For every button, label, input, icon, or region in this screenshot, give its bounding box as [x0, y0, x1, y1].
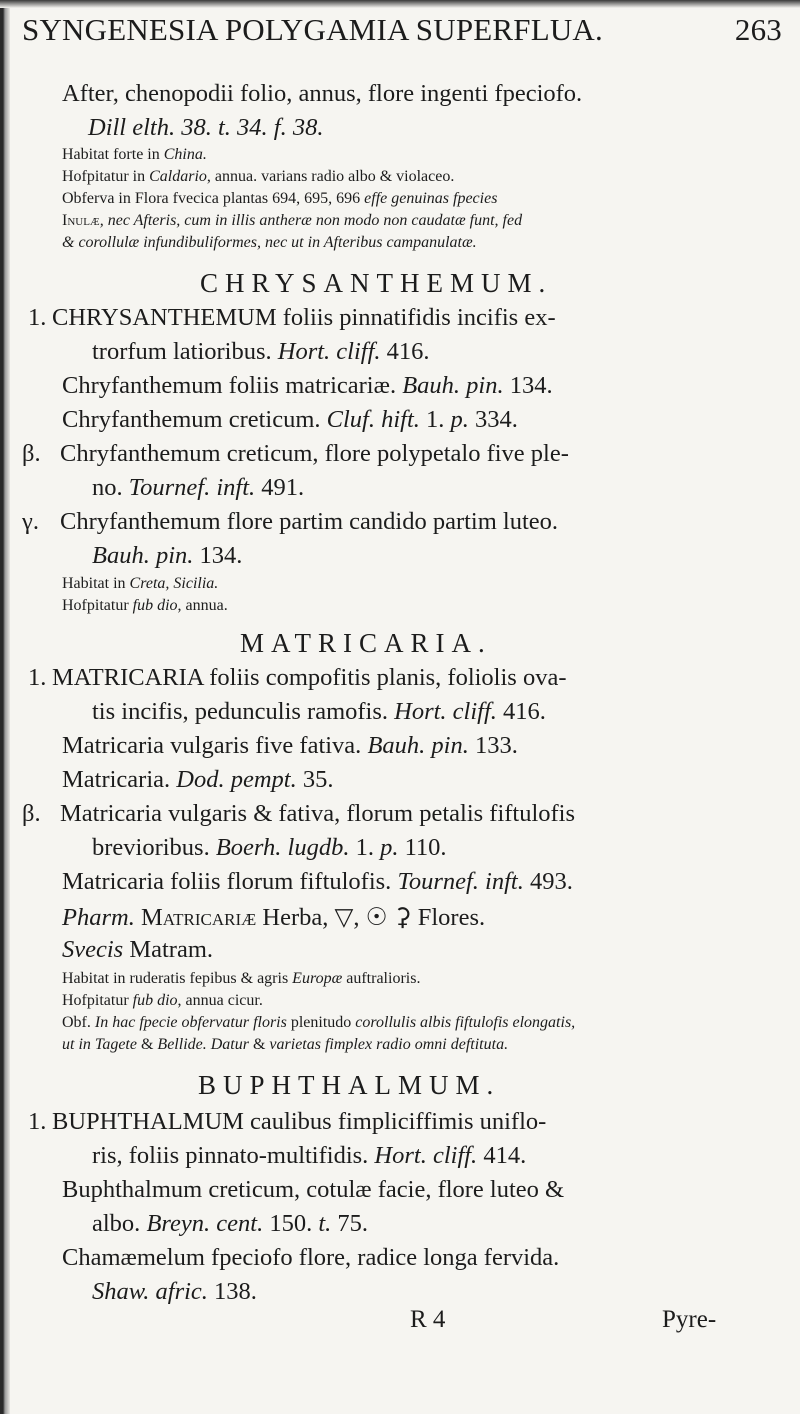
observation-line: Obf. In hac fpecie obfervatur floris plenitudo corollulis albis fiftulofis elongatis,: [62, 1014, 576, 1031]
page-top-shadow: [0, 0, 800, 8]
species-diagnosis: BUPHTHALMUM caulibus fimpliciffimis uniflo-: [52, 1108, 547, 1135]
observation-line: & corollulæ infundibuliformes, nec ut in Afteribus campanulatæ.: [62, 234, 477, 251]
cultivation-line: Hofpitatur in Caldario, annua. varians radio albo & violaceo.: [62, 168, 455, 185]
habitat-line: Habitat forte in China.: [62, 146, 207, 163]
variety-marker: β.: [22, 440, 41, 467]
running-title: SYNGENESIA POLYGAMIA SUPERFLUA.: [22, 12, 603, 47]
reference-line: Dill elth. 38. t. 34. f. 38.: [88, 114, 324, 141]
running-header: [22, 12, 782, 48]
vernacular-line: Svecis Matram.: [62, 936, 214, 963]
text-line: brevioribus. Boerh. lugdb. 1. p. 110.: [92, 834, 447, 861]
synonym-line: Buphthalmum creticum, cotulæ facie, flore luteo &: [62, 1176, 565, 1203]
observation-line: Obferva in Flora fvecica plantas 694, 695, 696 effe genuinas fpecies: [62, 190, 498, 207]
species-diagnosis: CHRYSANTHEMUM foliis pinnatifidis incifis ex-: [52, 304, 556, 331]
variety-marker: β.: [22, 800, 41, 827]
observation-line: Inulæ, nec Afteris, cum in illis antheræ non modo non caudatæ funt, fed: [62, 212, 523, 229]
synonym-line: Chamæmelum fpeciofo flore, radice longa fervida.: [62, 1244, 560, 1271]
genus-heading: CHRYSANTHEMUM.: [200, 268, 553, 298]
species-number: 1.: [28, 1108, 47, 1135]
pharmacy-line: Pharm. Matricariæ Herba, ▽, ☉ ⚳ Flores.: [62, 904, 486, 931]
synonym-line: Matricaria. Dod. pempt. 35.: [62, 766, 334, 793]
page-number: 263: [734, 12, 782, 47]
variety-marker: γ.: [22, 508, 39, 535]
cultivation-line: Hofpitatur fub dio, annua.: [62, 597, 228, 614]
text-line: no. Tournef. inft. 491.: [92, 474, 305, 501]
habitat-line: Habitat in ruderatis fepibus & agris Europæ auftralioris.: [62, 970, 421, 987]
habitat-line: Habitat in Creta, Sicilia.: [62, 575, 219, 592]
text-line: After, chenopodii folio, annus, flore ingenti fpeciofo.: [62, 80, 583, 107]
genus-heading: MATRICARIA.: [240, 628, 492, 658]
page-binding-edge: [0, 0, 10, 1414]
synonym-line: Chryfanthemum foliis matricariæ. Bauh. pin. 134.: [62, 372, 553, 399]
species-diagnosis: MATRICARIA foliis compofitis planis, foliolis ova-: [52, 664, 567, 691]
synonym-line: Matricaria foliis florum fiftulofis. Tournef. inft. 493.: [62, 868, 573, 895]
text-line: tis incifis, pedunculis ramofis. Hort. cliff. 416.: [92, 698, 546, 725]
observation-line: ut in Tagete & Bellide. Datur & varietas fimplex radio omni deftituta.: [62, 1036, 509, 1053]
synonym-line: Chryfanthemum creticum. Cluf. hift. 1. p. 334.: [62, 406, 518, 433]
synonym-line: Matricaria vulgaris five fativa. Bauh. pin. 133.: [62, 732, 518, 759]
catchword: Pyre-: [662, 1306, 717, 1333]
species-number: 1.: [28, 304, 47, 331]
variety-line: Chryfanthemum creticum, flore polypetalo five ple-: [60, 440, 569, 467]
variety-line: Matricaria vulgaris & fativa, florum petalis fiftulofis: [60, 800, 576, 827]
variety-line: Chryfanthemum flore partim candido partim luteo.: [60, 508, 559, 535]
signature-mark: R 4: [410, 1306, 446, 1333]
text-line: trorfum latioribus. Hort. cliff. 416.: [92, 338, 430, 365]
reference-line: Bauh. pin. 134.: [92, 542, 243, 569]
cultivation-line: Hofpitatur fub dio, annua cicur.: [62, 992, 263, 1009]
species-number: 1.: [28, 664, 47, 691]
text-line: ris, foliis pinnato-multifidis. Hort. cliff. 414.: [92, 1142, 527, 1169]
text-line: albo. Breyn. cent. 150. t. 75.: [92, 1210, 369, 1237]
reference-line: Shaw. afric. 138.: [92, 1278, 257, 1305]
genus-heading: BUPHTHALMUM.: [198, 1070, 501, 1100]
